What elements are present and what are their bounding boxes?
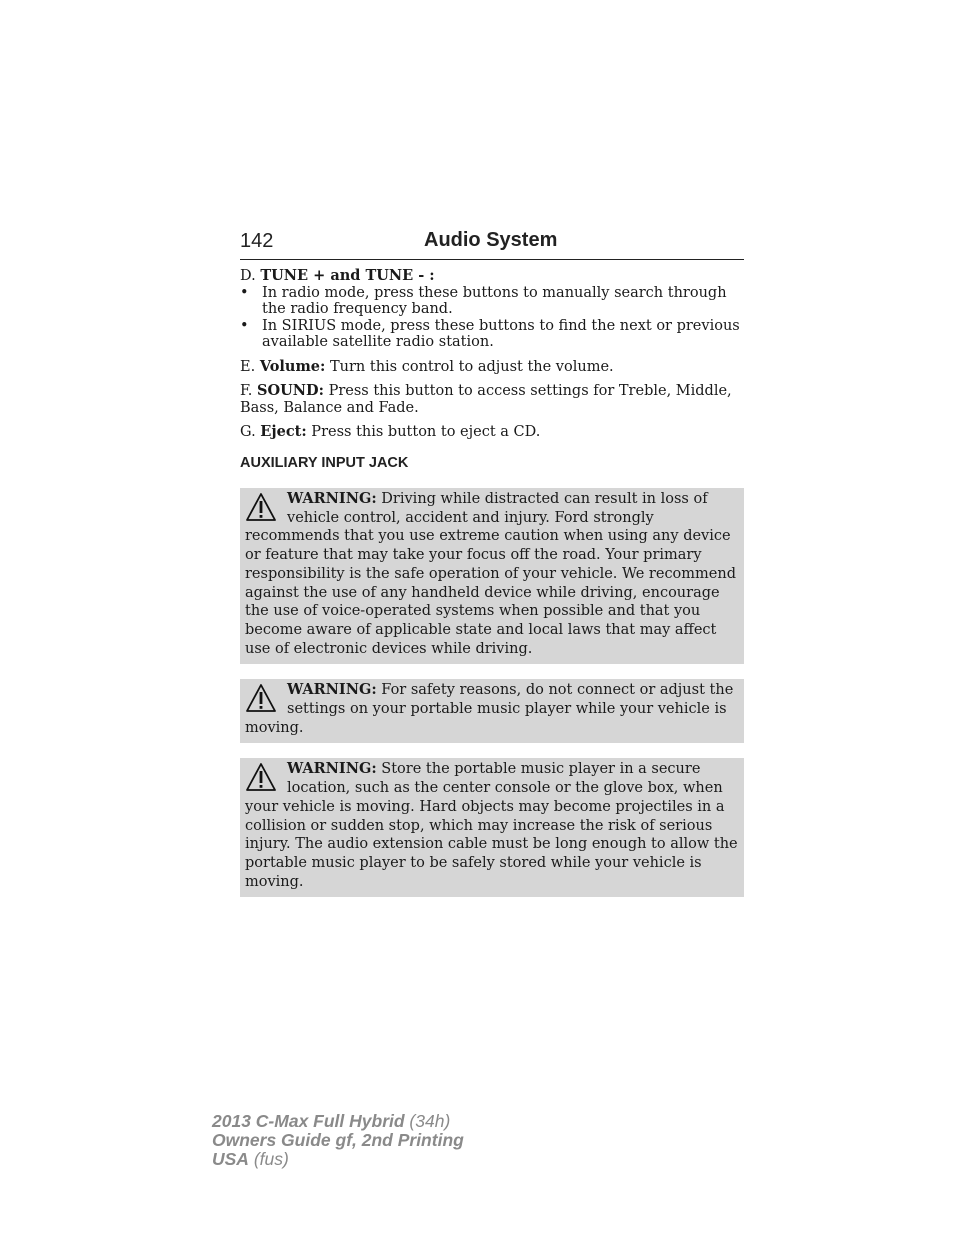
list-item: • In SIRIUS mode, press these buttons to find the next or previous available satellite radio station. bbox=[240, 318, 744, 351]
item-f: F. SOUND: Press this button to access settings for Treble, Middle, Bass, Balance and Fade. bbox=[240, 382, 732, 416]
section-heading: AUXILIARY INPUT JACK bbox=[240, 454, 409, 471]
list-item: • In radio mode, press these buttons to manually search through the radio frequency band. bbox=[240, 285, 744, 318]
warning-triangle-icon bbox=[245, 762, 277, 794]
item-d-bullet-list bbox=[240, 285, 744, 351]
warning-text: For safety reasons, do not connect or adjust the settings on your portable music player while your vehicle is moving. bbox=[245, 682, 734, 736]
warning-label: WARNING: bbox=[287, 681, 377, 699]
page-header bbox=[240, 227, 744, 260]
warning-text: Store the portable music player in a secure location, such as the center console or the glove box, when your vehicle is moving. Hard objects may become projectiles in a collision or sudden stop, which may increase the risk of serious injury. The audio extension cable must be long enough to allow the portable music player to be safely stored while your vehicle is moving. bbox=[245, 761, 738, 890]
warning-box bbox=[240, 488, 744, 664]
footer-line-1: 2013 C-Max Full Hybrid (34h) bbox=[212, 1111, 451, 1131]
item-e-label: Volume: bbox=[259, 357, 326, 375]
footer-line-3: USA (fus) bbox=[212, 1149, 289, 1169]
warning-box bbox=[240, 679, 744, 743]
item-g: G. Eject: Press this button to eject a CD. bbox=[240, 423, 541, 440]
item-e: E. Volume: Turn this control to adjust the volume. bbox=[240, 357, 614, 375]
warning-triangle-icon bbox=[245, 683, 277, 715]
warning-triangle-icon bbox=[245, 492, 277, 524]
warning-label: WARNING: bbox=[287, 760, 377, 778]
page-number: 142 bbox=[240, 230, 274, 252]
page-content bbox=[240, 268, 744, 912]
warning-box bbox=[240, 758, 744, 897]
warning-label: WARNING: bbox=[287, 490, 377, 507]
page-title: Audio System bbox=[424, 229, 558, 251]
footer-line-2: Owners Guide gf, 2nd Printing bbox=[212, 1130, 464, 1150]
warning-text: Driving while distracted can result in loss of vehicle control, accident and injury. Ford strongly recommends that you use extreme caution when using any device or feature that may take your focus off the road. Your primary responsibility is the safe operation of your vehicle. We recommend against the use of any handheld device while driving, encourage the use of voice-operated systems when possible and that you become aware of applicable state and local laws that may affect use of electronic devices while driving. bbox=[245, 491, 736, 657]
item-f-label: SOUND: bbox=[257, 382, 324, 399]
item-d-label: TUNE + and TUNE - : bbox=[260, 267, 435, 284]
item-d: D. TUNE + and TUNE - : bbox=[240, 267, 435, 284]
footer bbox=[212, 1112, 464, 1169]
item-g-label: Eject: bbox=[260, 423, 307, 440]
